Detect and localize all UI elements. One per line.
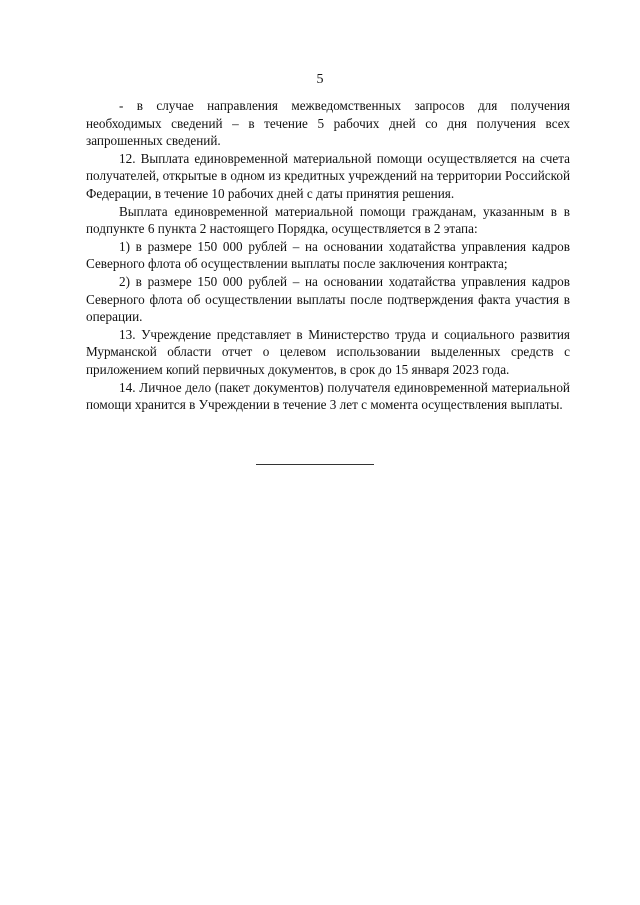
paragraph-payment-stages: Выплата единовременной материальной помощи гражданам, указанным в в подпункте 6 пункта 2 настоящего Порядка, осуществляется в 2 этапа: xyxy=(86,203,570,237)
paragraph-item-13: 13. Учреждение представляет в Министерство труда и социального развития Мурманской области отчет о целевом использовании выделенных средств с приложением копий первичных документов, в срок до 15 января 2023 года. xyxy=(86,326,570,377)
paragraph-item-14: 14. Личное дело (пакет документов) получателя единовременной материальной помощи хранится в Учреждении в течение 3 лет с момента осуществления выплаты. xyxy=(86,379,570,413)
page-number: 5 xyxy=(316,72,324,87)
document-body xyxy=(86,97,570,414)
paragraph-interagency-requests: - в случае направления межведомственных запросов для получения необходимых сведений – в течение 5 рабочих дней со дня получения всех запрошенных сведений. xyxy=(86,98,570,149)
paragraph-item-12: 12. Выплата единовременной материальной помощи осуществляется на счета получателей, открытые в одном из кредитных учреждений на территории Российской Федерации, в течение 10 рабочих дней с даты принятия решения. xyxy=(86,150,570,201)
paragraph-stage-1: 1) в размере 150 000 рублей – на основании ходатайства управления кадров Северного флота об осуществлении выплаты после заключения контракта; xyxy=(86,238,570,272)
end-separator-line xyxy=(256,464,374,465)
paragraph-stage-2: 2) в размере 150 000 рублей – на основании ходатайства управления кадров Северного флота об осуществлении выплаты после подтверждения факта участия в операции. xyxy=(86,273,570,325)
